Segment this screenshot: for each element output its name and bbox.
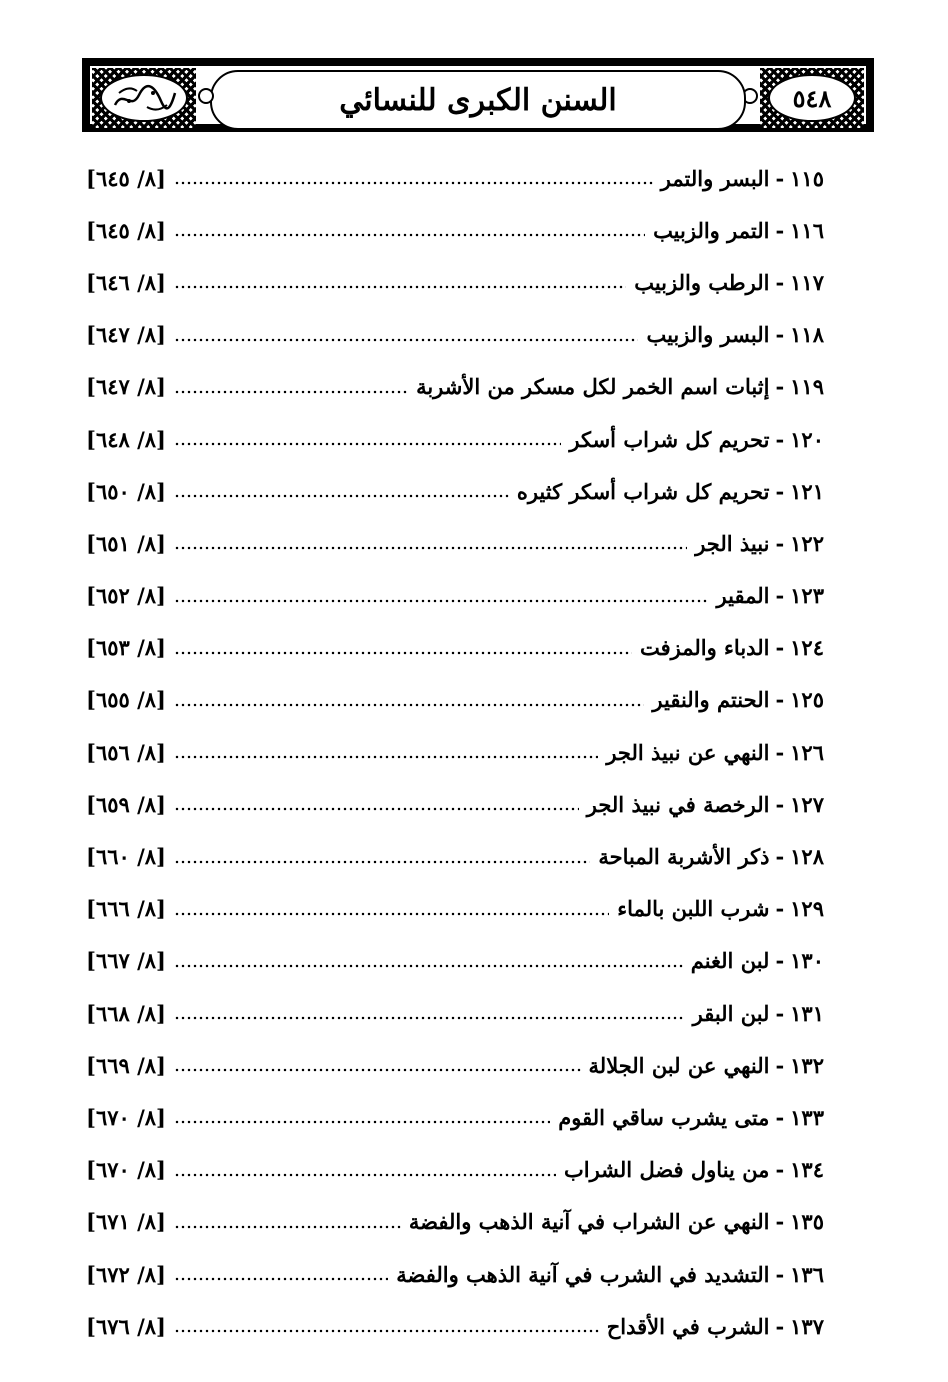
leader-dots [174, 911, 609, 917]
leader-dots [174, 598, 709, 604]
entry-number: ١٢٨ [790, 844, 824, 870]
entry-dash: - [775, 1104, 785, 1130]
entry-number: ١٢٤ [790, 635, 824, 661]
leader-dots [174, 859, 590, 865]
toc-entry[interactable] [86, 1196, 824, 1248]
entry-reference: [٨/ ٦٥٣] [86, 635, 166, 661]
entry-reference: [٨/ ٦٥١] [86, 530, 166, 556]
entry-number: ١٣٠ [790, 948, 824, 974]
toc-entry[interactable] [86, 1091, 824, 1143]
entry-reference: [٨/ ٦٤٥] [86, 217, 166, 243]
entry-dash: - [775, 739, 785, 765]
entry-dash: - [775, 635, 785, 661]
table-of-contents [86, 152, 824, 1352]
page-header [82, 58, 874, 132]
toc-entry[interactable] [86, 778, 824, 830]
entry-title: إثبات اسم الخمر لكل مسكر من الأشربة [416, 374, 770, 400]
leader-dots [174, 754, 598, 760]
leader-dots [174, 180, 653, 186]
toc-entry[interactable] [86, 1144, 824, 1196]
entry-title: ذكر الأشربة المباحة [598, 844, 770, 870]
entry-reference: [٨/ ٦٧٠] [86, 1104, 166, 1130]
entry-title: النهي عن نبيذ الجر [606, 739, 770, 765]
entry-number: ١٣٣ [790, 1104, 824, 1130]
entry-dash: - [775, 1313, 785, 1339]
entry-number: ١١٦ [790, 217, 824, 243]
entry-dash: - [775, 844, 785, 870]
header-frame [89, 65, 867, 125]
calligraphy-emblem-icon [100, 74, 188, 122]
toc-entry[interactable] [86, 726, 824, 778]
entry-number: ١٣٦ [790, 1261, 824, 1287]
leader-dots [174, 1172, 556, 1178]
entry-dash: - [775, 269, 785, 295]
entry-dash: - [775, 1000, 785, 1026]
entry-reference: [٨/ ٦٤٧] [86, 322, 166, 348]
entry-dash: - [775, 217, 785, 243]
entry-dash: - [775, 165, 785, 191]
leader-dots [174, 1224, 401, 1230]
entry-title: التمر والزبيب [653, 217, 770, 243]
entry-reference: [٨/ ٦٦٧] [86, 948, 166, 974]
entry-number: ١٣٧ [790, 1313, 824, 1339]
entry-title: البسر والتمر [660, 165, 770, 191]
calligraphy-emblem-graphic [109, 81, 179, 115]
toc-entry[interactable] [86, 465, 824, 517]
entry-number: ١١٧ [790, 269, 824, 295]
entry-title: الرخصة في نبيذ الجر [586, 791, 770, 817]
entry-number: ١١٨ [790, 322, 824, 348]
entry-title: المقير [716, 583, 770, 609]
toc-entry[interactable] [86, 413, 824, 465]
toc-entry[interactable] [86, 674, 824, 726]
leader-dots [174, 650, 632, 656]
entry-reference: [٨/ ٦٧١] [86, 1209, 166, 1235]
entry-number: ١٢٣ [790, 583, 824, 609]
page-number: ٥٤٨ [768, 74, 856, 122]
entry-number: ١٢١ [790, 478, 824, 504]
entry-dash: - [775, 1261, 785, 1287]
leader-dots [174, 232, 645, 238]
leader-dots [174, 441, 561, 447]
entry-number: ١٣٤ [790, 1157, 824, 1183]
toc-entry[interactable] [86, 1300, 824, 1352]
entry-reference: [٨/ ٦٤٦] [86, 269, 166, 295]
entry-reference: [٨/ ٦٥٠] [86, 478, 166, 504]
entry-number: ١٢٥ [790, 687, 824, 713]
toc-entry[interactable] [86, 517, 824, 569]
toc-entry[interactable] [86, 1039, 824, 1091]
leader-dots [174, 963, 683, 969]
entry-title: النهي عن لبن الجلالة [588, 1052, 770, 1078]
entry-dash: - [775, 687, 785, 713]
entry-number: ١٢٠ [790, 426, 824, 452]
page-number-medallion [760, 68, 864, 128]
entry-title: الدباء والمزفت [639, 635, 770, 661]
entry-title: نبيذ الجر [695, 530, 770, 556]
entry-number: ١٢٧ [790, 791, 824, 817]
entry-title: الشرب في الأقداح [606, 1313, 770, 1339]
leader-dots [174, 1119, 550, 1125]
entry-reference: [٨/ ٦٧٦] [86, 1313, 166, 1339]
entry-reference: [٨/ ٦٦٠] [86, 844, 166, 870]
entry-reference: [٨/ ٦٤٥] [86, 165, 166, 191]
toc-entry[interactable] [86, 1248, 824, 1300]
entry-dash: - [775, 1052, 785, 1078]
entry-title: النهي عن الشراب في آنية الذهب والفضة [408, 1209, 770, 1235]
entry-dash: - [775, 1157, 785, 1183]
leader-dots [174, 702, 644, 708]
entry-dash: - [775, 1209, 785, 1235]
entry-dash: - [775, 530, 785, 556]
emblem-medallion [92, 68, 196, 128]
leader-dots [174, 493, 509, 499]
leader-dots [174, 545, 687, 551]
leader-dots [174, 1328, 599, 1334]
entry-title: لبن البقر [692, 1000, 770, 1026]
toc-entry[interactable] [86, 570, 824, 622]
toc-entry[interactable] [86, 361, 824, 413]
entry-title: من يناول فضل الشراب [563, 1157, 770, 1183]
book-title: السنن الكبرى للنسائي [210, 70, 746, 130]
entry-number: ١٣٢ [790, 1052, 824, 1078]
entry-reference: [٨/ ٦٥٩] [86, 791, 166, 817]
entry-dash: - [775, 948, 785, 974]
leader-dots [174, 389, 408, 395]
entry-dash: - [775, 322, 785, 348]
entry-dash: - [775, 478, 785, 504]
toc-entry[interactable] [86, 987, 824, 1039]
entry-title: الحنتم والنقير [652, 687, 770, 713]
toc-entry[interactable] [86, 883, 824, 935]
entry-title: التشديد في الشرب في آنية الذهب والفضة [396, 1261, 770, 1287]
entry-title: شرب اللبن بالماء [617, 896, 770, 922]
entry-title: لبن الغنم [690, 948, 770, 974]
toc-entry[interactable] [86, 256, 824, 308]
toc-entry[interactable] [86, 830, 824, 882]
entry-title: تحريم كل شراب أسكر كثيره [516, 478, 770, 504]
entry-title: الرطب والزبيب [634, 269, 770, 295]
entry-number: ١٢٩ [790, 896, 824, 922]
leader-dots [174, 284, 626, 290]
entry-dash: - [775, 791, 785, 817]
entry-reference: [٨/ ٦٦٨] [86, 1000, 166, 1026]
entry-dash: - [775, 374, 785, 400]
entry-reference: [٨/ ٦٥٥] [86, 687, 166, 713]
entry-reference: [٨/ ٦٥٦] [86, 739, 166, 765]
entry-reference: [٨/ ٦٧٠] [86, 1157, 166, 1183]
entry-number: ١٢٦ [790, 739, 824, 765]
entry-dash: - [775, 583, 785, 609]
entry-dash: - [775, 426, 785, 452]
entry-reference: [٨/ ٦٦٩] [86, 1052, 166, 1078]
entry-reference: [٨/ ٦٥٢] [86, 583, 166, 609]
entry-number: ١٣٥ [790, 1209, 824, 1235]
entry-number: ١٣١ [790, 1000, 824, 1026]
leader-dots [174, 1067, 581, 1073]
toc-entry[interactable] [86, 622, 824, 674]
entry-number: ١١٩ [790, 374, 824, 400]
entry-number: ١٢٢ [790, 530, 824, 556]
entry-reference: [٨/ ٦٧٢] [86, 1261, 166, 1287]
entry-reference: [٨/ ٦٤٧] [86, 374, 166, 400]
entry-title: البسر والزبيب [646, 322, 770, 348]
leader-dots [174, 1015, 685, 1021]
entry-reference: [٨/ ٦٤٨] [86, 426, 166, 452]
toc-entry[interactable] [86, 935, 824, 987]
entry-reference: [٨/ ٦٦٦] [86, 896, 166, 922]
entry-number: ١١٥ [790, 165, 824, 191]
ornament-knot [198, 88, 214, 104]
toc-entry[interactable] [86, 204, 824, 256]
entry-dash: - [775, 896, 785, 922]
entry-title: متى يشرب ساقي القوم [558, 1104, 770, 1130]
leader-dots [174, 806, 579, 812]
leader-dots [174, 337, 638, 343]
toc-entry[interactable] [86, 309, 824, 361]
leader-dots [174, 1276, 388, 1282]
toc-entry[interactable] [86, 152, 824, 204]
entry-title: تحريم كل شراب أسكر [569, 426, 770, 452]
